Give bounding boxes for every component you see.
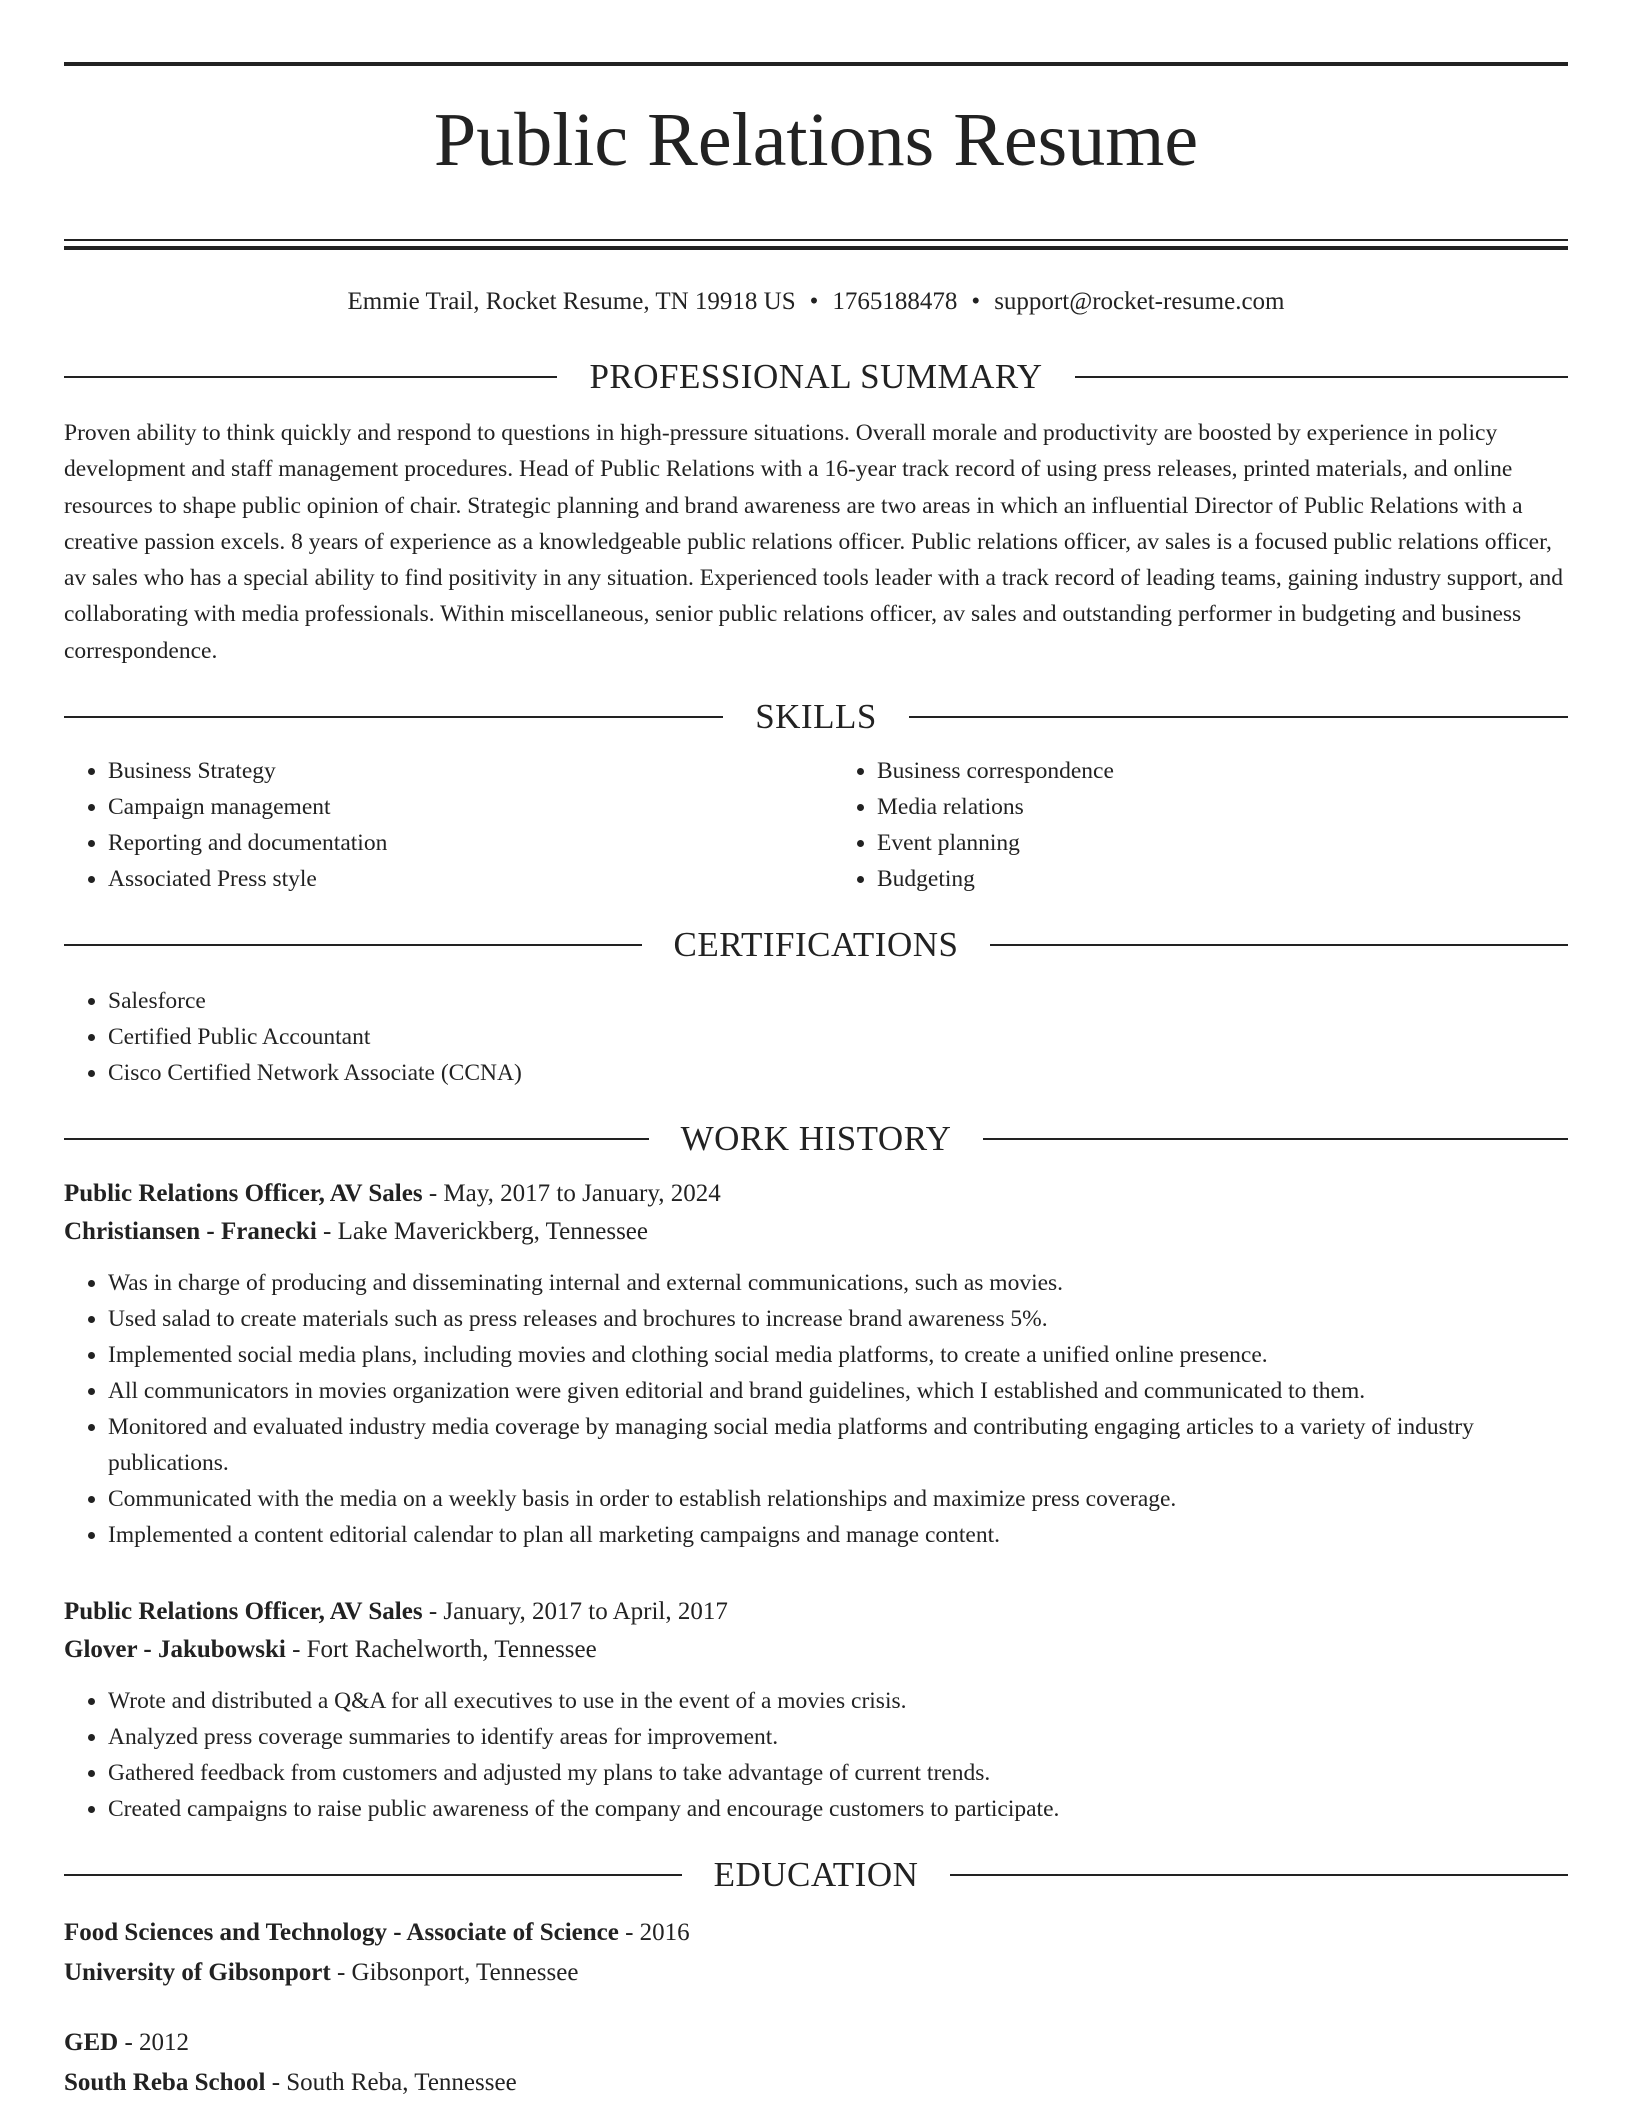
list-item: • Wrote and distributed a Q&A for all executives to use in the event of a movies crisis. — [108, 1683, 1568, 1719]
job-location: - Fort Rachelworth, Tennessee — [285, 1636, 597, 1664]
list-item: • Media relations — [877, 789, 1568, 825]
education-school-line — [64, 2063, 1568, 2103]
section-heading-education: EDUCATION — [64, 1853, 1568, 1897]
education-entry — [64, 2023, 1568, 2103]
education-degree: Food Sciences and Technology - Associate of Science — [64, 1919, 619, 1947]
skills-column-right — [799, 753, 1568, 897]
job-company-line — [64, 1213, 1568, 1251]
list-item: • Gathered feedback from customers and adjusted my plans to take advantage of current trends. — [108, 1755, 1568, 1791]
list-item: • Business correspondence — [877, 753, 1568, 789]
education-school-line — [64, 1953, 1568, 1993]
list-item: • Analyzed press coverage summaries to identify areas for improvement. — [108, 1719, 1568, 1755]
list-item: • Reporting and documentation — [108, 825, 799, 861]
contact-email: support@rocket-resume.com — [994, 288, 1285, 315]
job-bullets — [64, 1265, 1568, 1553]
list-item: • Monitored and evaluated industry media coverage by managing social media platforms and contributing engaging articles to a variety of industry publications. — [108, 1409, 1568, 1481]
list-item: • Business Strategy — [108, 753, 799, 789]
list-item: • Used salad to create materials such as press releases and brochures to increase brand awareness 5%. — [108, 1301, 1568, 1337]
summary-text: Proven ability to think quickly and respond to questions in high-pressure situations. Overall morale and productivity are boosted by experience in policy development and staff management procedures. Head of Public Relations with a 16-year track record of using press releases, printed materials, and online resources to shape public opinion of chair. Strategic planning and brand awareness are two areas in which an influential Director of Public Relations with a creative passion excels. 8 years of experience as a knowledgeable public relations officer. Public relations officer, av sales is a focused public relations officer, av sales who has a special ability to find positivity in any situation. Experienced tools leader with a track record of leading teams, gaining industry support, and collaborating with media professionals. Within miscellaneous, senior public relations officer, av sales and outstanding performer in budgeting and business correspondence. — [64, 420, 1564, 664]
education-year: - 2012 — [118, 2029, 190, 2057]
education-location: - South Reba, Tennessee — [265, 2069, 517, 2097]
education-degree-line — [64, 2023, 1568, 2063]
list-item: • Was in charge of producing and disseminating internal and external communications, such as movies. — [108, 1265, 1568, 1301]
list-item: • Implemented social media plans, including movies and clothing social media platforms, to create a unified online presence. — [108, 1337, 1568, 1373]
list-item: • Created campaigns to raise public awareness of the company and encourage customers to participate. — [108, 1791, 1568, 1827]
section-heading-certifications: CERTIFICATIONS — [64, 923, 1568, 967]
job-title: Public Relations Officer, AV Sales — [64, 1598, 423, 1626]
list-item: • Salesforce — [108, 983, 1568, 1019]
job-entry — [64, 1593, 1568, 1827]
list-item: • Implemented a content editorial calendar to plan all marketing campaigns and manage content. — [108, 1517, 1568, 1553]
list-item: • Certified Public Accountant — [108, 1019, 1568, 1055]
job-bullets — [64, 1683, 1568, 1827]
job-location: - Lake Maverickberg, Tennessee — [316, 1218, 648, 1246]
contact-line — [64, 285, 1568, 319]
education-year: - 2016 — [618, 1919, 690, 1947]
job-title-line — [64, 1175, 1568, 1213]
education-degree: GED — [64, 2029, 119, 2057]
job-dates: - May, 2017 to January, 2024 — [422, 1180, 721, 1208]
job-entry — [64, 1175, 1568, 1553]
education-degree-line — [64, 1913, 1568, 1953]
contact-phone: 1765188478 — [832, 288, 958, 315]
list-item: • Event planning — [877, 825, 1568, 861]
contact-separator: • — [971, 288, 981, 315]
section-heading-summary: PROFESSIONAL SUMMARY — [64, 355, 1568, 399]
resume-page — [64, 0, 1568, 2103]
job-company: Christiansen - Franecki — [64, 1218, 317, 1246]
education-school: South Reba School — [64, 2069, 266, 2097]
education-school: University of Gibsonport — [64, 1959, 331, 1987]
job-company: Glover - Jakubowski — [64, 1636, 286, 1664]
title-double-rule — [64, 239, 1568, 247]
list-item: • Communicated with the media on a weekly basis in order to establish relationships and maximize press coverage. — [108, 1481, 1568, 1517]
education-location: - Gibsonport, Tennessee — [330, 1959, 579, 1987]
section-heading-work-history: WORK HISTORY — [64, 1117, 1568, 1161]
contact-address: Emmie Trail, Rocket Resume, TN 19918 US — [347, 288, 796, 315]
skills-list — [64, 753, 1568, 897]
job-title-line — [64, 1593, 1568, 1631]
list-item: • All communicators in movies organization were given editorial and brand guidelines, which I established and communicated to them. — [108, 1373, 1568, 1409]
job-company-line — [64, 1631, 1568, 1669]
skills-column-left — [64, 753, 799, 897]
list-item: • Cisco Certified Network Associate (CCNA) — [108, 1055, 1568, 1091]
certifications-list — [64, 983, 1568, 1091]
page-title: Public Relations Resume — [433, 98, 1199, 182]
education-entry — [64, 1913, 1568, 1993]
list-item: • Associated Press style — [108, 861, 799, 897]
list-item: • Campaign management — [108, 789, 799, 825]
contact-separator: • — [809, 288, 819, 315]
job-title: Public Relations Officer, AV Sales — [64, 1180, 423, 1208]
section-heading-skills: SKILLS — [64, 695, 1568, 739]
job-dates: - January, 2017 to April, 2017 — [422, 1598, 728, 1626]
list-item: • Budgeting — [877, 861, 1568, 897]
